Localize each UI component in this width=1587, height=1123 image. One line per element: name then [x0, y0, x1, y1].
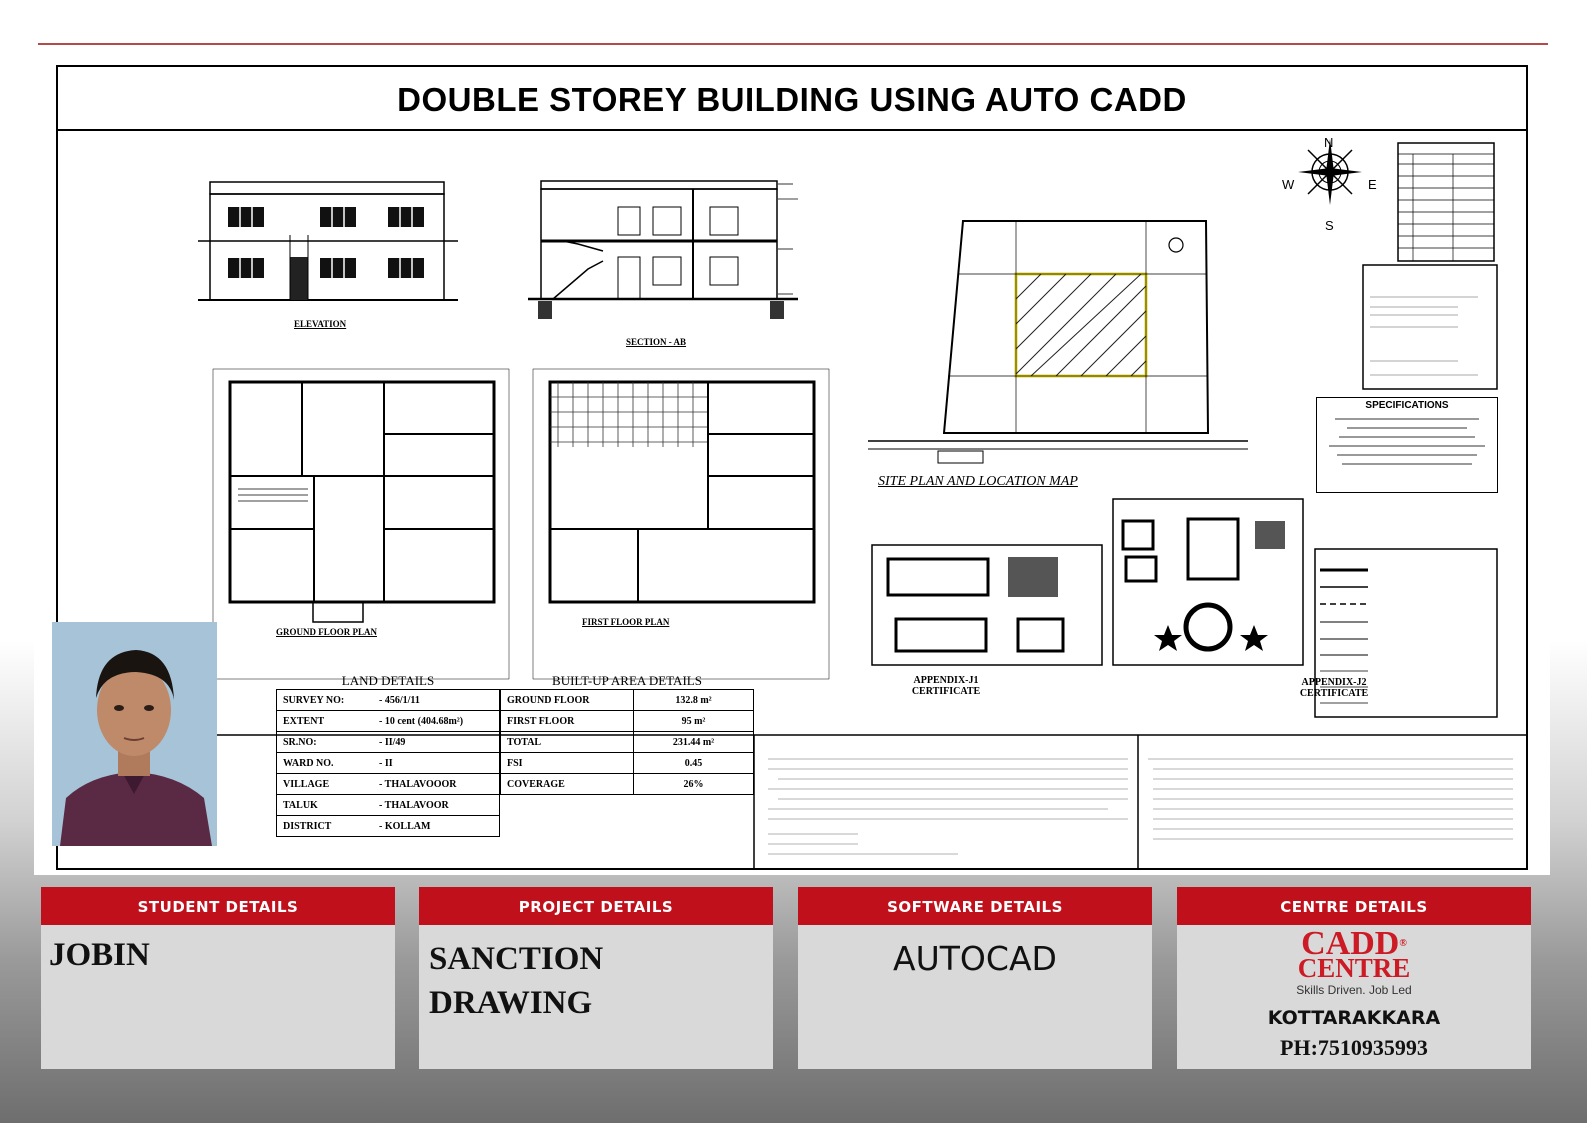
land-label: TALUK [277, 795, 374, 816]
land-details-row [277, 690, 500, 711]
centre-details-heading: CENTRE DETAILS [1177, 887, 1531, 925]
elevation-drawing [198, 182, 458, 300]
section-label: SECTION - AB [626, 337, 687, 347]
appendix-j1-heading: APPENDIX-J1 [913, 675, 979, 686]
logo-tagline: Skills Driven. Job Led [1296, 983, 1412, 997]
land-value: - 10 cent (404.68m²) [373, 711, 499, 732]
land-value: - KOLLAM [373, 816, 499, 837]
elevation-label: ELEVATION [294, 319, 347, 329]
builtup-details-row [501, 690, 754, 711]
land-value: - II/49 [373, 732, 499, 753]
project-name-line2: DRAWING [429, 985, 593, 1021]
site-plan [868, 221, 1248, 463]
door-window-schedule [1398, 143, 1494, 261]
builtup-label: TOTAL [501, 732, 634, 753]
software-details-panel [798, 887, 1152, 1069]
appendix-j2-subtitle: CERTIFICATE [1299, 688, 1369, 699]
centre-details-panel [1177, 887, 1531, 1069]
project-details-panel [419, 887, 773, 1069]
project-name-line1: SANCTION [429, 941, 604, 977]
section-drawing [528, 181, 798, 319]
land-value: - 456/1/11 [373, 690, 499, 711]
builtup-value: 231.44 m² [634, 732, 754, 753]
builtup-details-row [501, 774, 754, 795]
specifications-box [1316, 397, 1498, 493]
land-details-table [276, 689, 500, 837]
builtup-value: 26% [634, 774, 754, 795]
compass-west: W [1282, 177, 1295, 192]
specifications-lines [1317, 418, 1497, 465]
specifications-title: SPECIFICATIONS [1365, 400, 1449, 411]
land-label: WARD NO. [277, 753, 374, 774]
builtup-label: GROUND FLOOR [501, 690, 634, 711]
builtup-value: 132.8 m² [634, 690, 754, 711]
compass-north: N [1324, 135, 1334, 150]
first-floor-label: FIRST FLOOR PLAN [582, 617, 670, 627]
land-details-row [277, 753, 500, 774]
builtup-value: 95 m² [634, 711, 754, 732]
land-details-row [277, 816, 500, 837]
appendix-j1-title [758, 675, 1134, 697]
appendix-j2-title [1142, 677, 1526, 699]
builtup-details-row [501, 753, 754, 774]
student-name: JOBIN [49, 937, 150, 973]
land-details-row [277, 711, 500, 732]
project-name [429, 937, 603, 1025]
drawing-sheet [34, 52, 1550, 875]
registered-mark: ® [1399, 938, 1407, 949]
drawing-frame [56, 65, 1528, 870]
compass-south: S [1325, 218, 1334, 233]
compass-east: E [1368, 177, 1377, 192]
appendix-j1-subtitle: CERTIFICATE [911, 686, 981, 697]
cadd-centre-logo [1177, 925, 1531, 1069]
sheet-title: DOUBLE STOREY BUILDING USING AUTO CADD [58, 67, 1526, 131]
project-details-heading: PROJECT DETAILS [419, 887, 773, 925]
land-label: DISTRICT [277, 816, 374, 837]
appendix-j2-heading: APPENDIX-J2 [1301, 677, 1367, 688]
builtup-details-table [500, 689, 754, 795]
land-label: EXTENT [277, 711, 374, 732]
land-details-row [277, 732, 500, 753]
student-details-heading: STUDENT DETAILS [41, 887, 395, 925]
centre-location: KOTTARAKKARA [1267, 1007, 1441, 1029]
site-plan-label: SITE PLAN AND LOCATION MAP [878, 474, 1078, 489]
land-details-row [277, 795, 500, 816]
builtup-label: COVERAGE [501, 774, 634, 795]
land-value: - II [373, 753, 499, 774]
builtup-label: FIRST FLOOR [501, 711, 634, 732]
land-label: VILLAGE [277, 774, 374, 795]
builtup-details-row [501, 732, 754, 753]
software-name: AUTOCAD [893, 939, 1057, 978]
student-photo [52, 622, 217, 846]
builtup-details-row [501, 711, 754, 732]
software-details-heading: SOFTWARE DETAILS [798, 887, 1152, 925]
builtup-label: FSI [501, 753, 634, 774]
builtup-value: 0.45 [634, 753, 754, 774]
land-label: SR.NO: [277, 732, 374, 753]
logo-line-cadd: CADD® [1301, 925, 1407, 962]
ground-floor-label: GROUND FLOOR PLAN [276, 627, 377, 637]
land-details-title: LAND DETAILS [341, 673, 435, 688]
top-divider [38, 43, 1548, 45]
builtup-details-title: BUILT-UP AREA DETAILS [552, 673, 702, 688]
first-floor-plan [533, 369, 829, 679]
logo-line-centre: CENTRE [1297, 953, 1411, 983]
land-value: - THALAVOOR [373, 795, 499, 816]
centre-phone: PH:7510935993 [1280, 1035, 1428, 1060]
student-details-panel [41, 887, 395, 1069]
land-label: SURVEY NO: [277, 690, 374, 711]
land-value: - THALAVOOOR [373, 774, 499, 795]
land-details-row [277, 774, 500, 795]
